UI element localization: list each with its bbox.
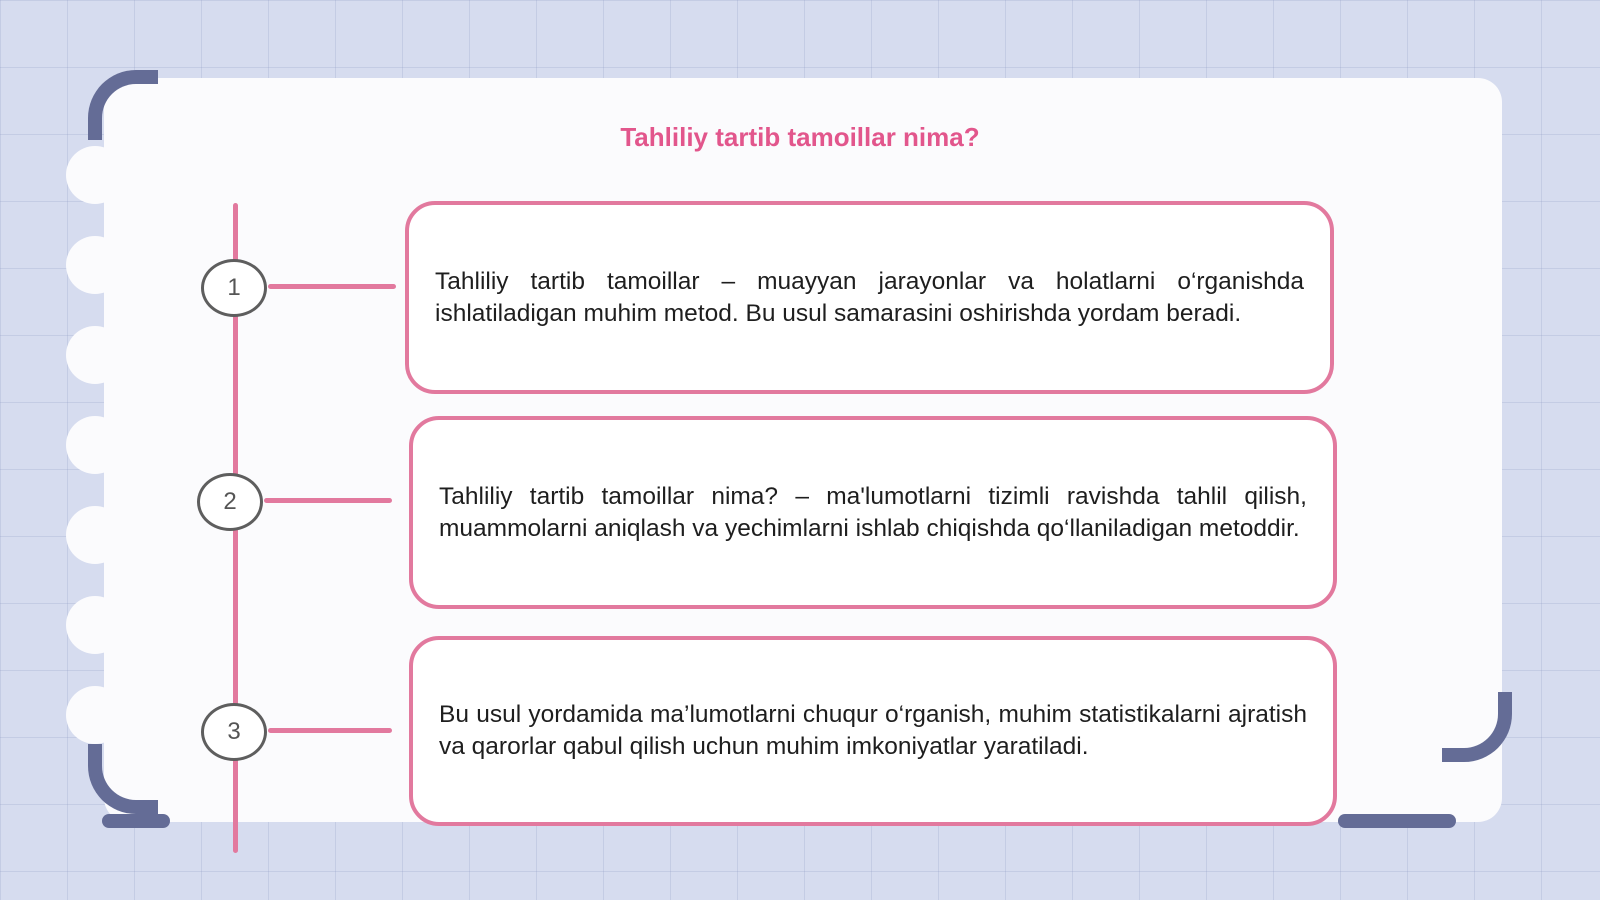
corner-bracket-bottom-right-tail — [1338, 814, 1456, 828]
step-number-2: 2 — [197, 473, 263, 531]
edge-scallop — [66, 416, 124, 474]
timeline-connector-3 — [268, 728, 392, 733]
edge-scallop — [66, 326, 124, 384]
edge-scallop — [66, 506, 124, 564]
step-card-1 — [405, 201, 1334, 394]
step-card-2 — [409, 416, 1337, 609]
corner-bracket-bottom-left — [88, 744, 158, 814]
page-title: Tahliliy tartib tamoillar nima? — [620, 122, 980, 152]
edge-scallop — [66, 596, 124, 654]
step-number-3: 3 — [201, 703, 267, 761]
corner-bracket-bottom-left-tail — [102, 814, 170, 828]
timeline-connector-1 — [268, 284, 396, 289]
step-text-3: Bu usul yordamida ma’lumotlarni chuqur o‘rganish, muhim statistikalarni ajratish va qarorlar qabul qilish uchun muhim imkoniyatlar yaratiladi. — [439, 701, 1307, 760]
step-text-1: Tahliliy tartib tamoillar – muayyan jarayonlar va holatlarni o‘rganishda ishlatiladigan muhim metod. Bu usul samarasini oshirishda yordam beradi. — [435, 267, 1304, 327]
step-text-2: Tahliliy tartib tamoillar nima? – ma'lumotlarni tizimli ravishda tahlil qilish, muammolarni aniqlash va yechimlarni ishlab chiqishda qo‘llaniladigan metoddir. — [439, 482, 1307, 542]
step-number-1: 1 — [201, 259, 267, 317]
step-card-3 — [409, 636, 1337, 826]
edge-scallop — [66, 236, 124, 294]
edge-scallop — [66, 146, 124, 204]
timeline-connector-2 — [264, 498, 392, 503]
edge-scallop — [66, 686, 124, 744]
